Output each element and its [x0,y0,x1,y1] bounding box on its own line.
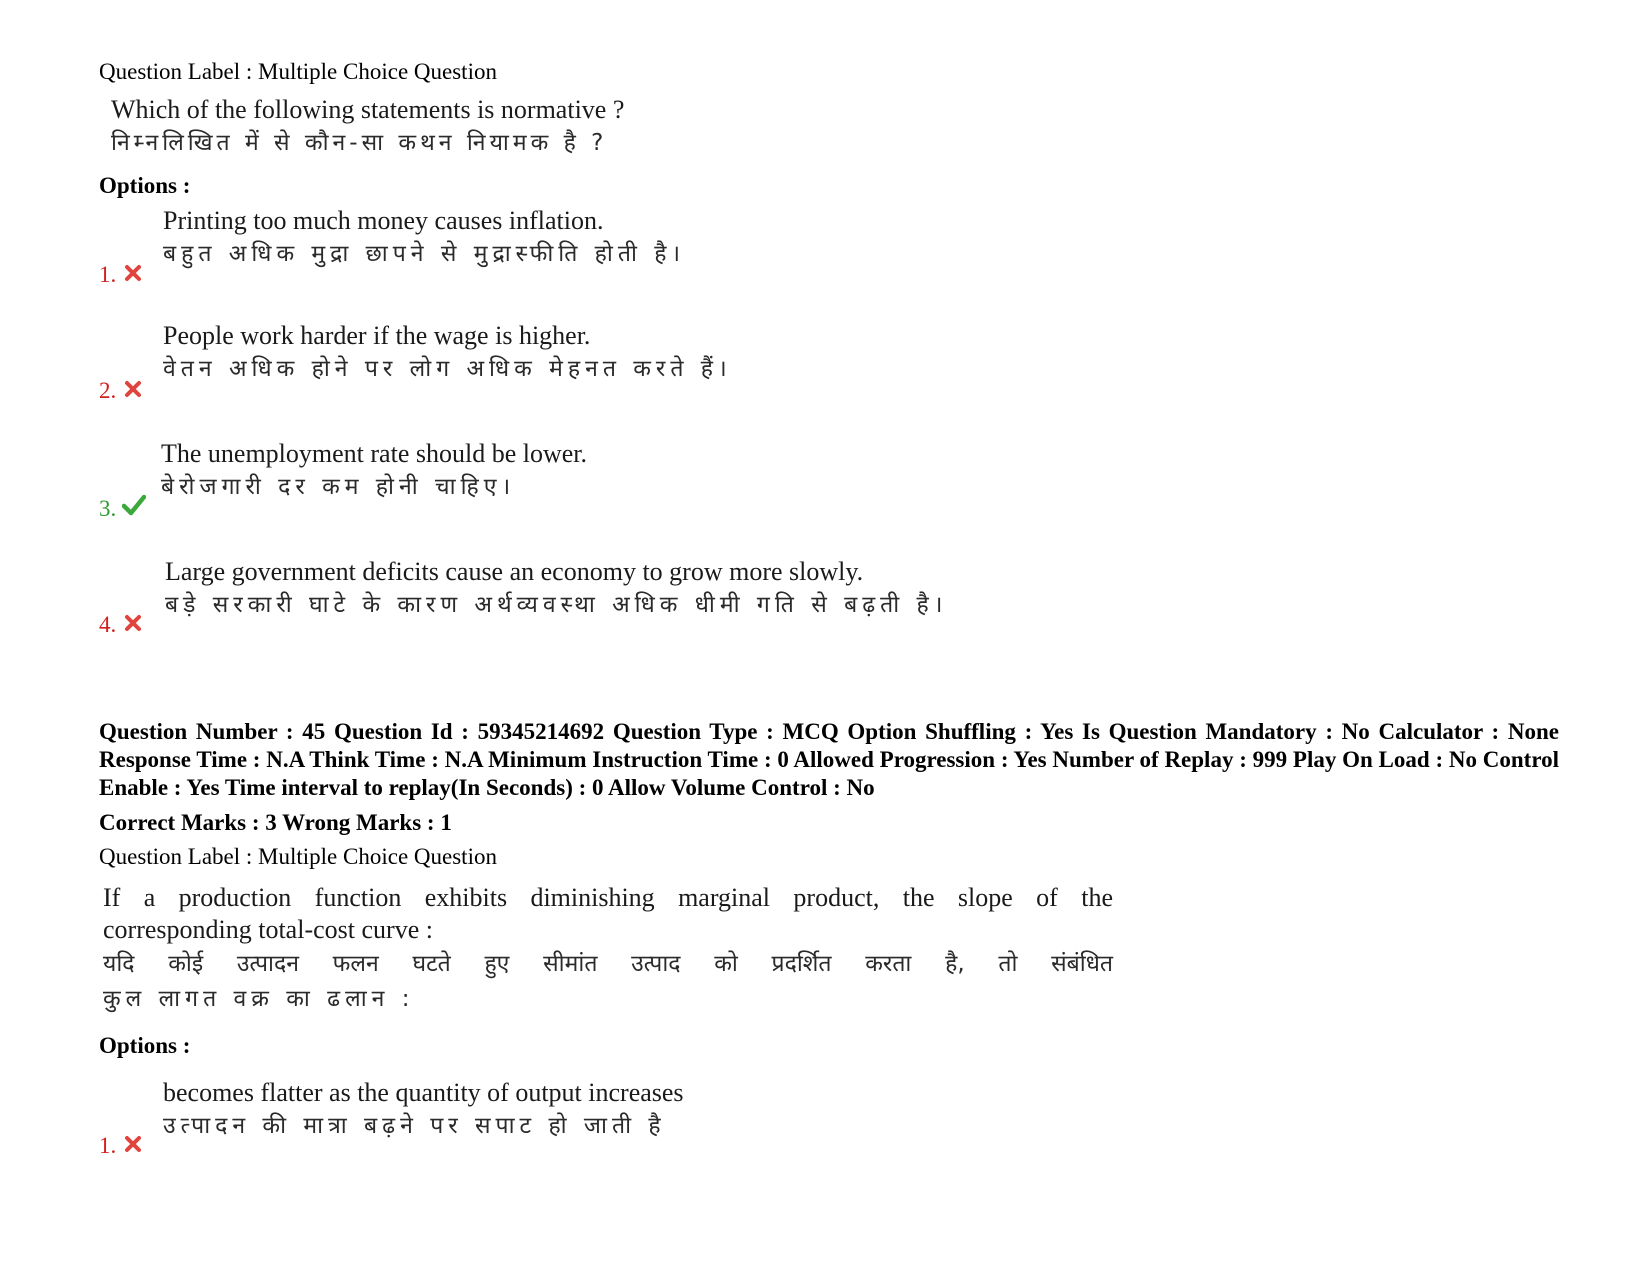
check-icon [122,494,146,516]
question-text-hindi-line-1: यदि कोई उत्पादन फलन घटते हुए सीमांत उत्पाद को प्रदर्शित करता है, तो संबंधित [103,951,1113,977]
cross-icon [124,1135,142,1153]
option-4-hindi: बड़े सरकारी घाटे के कारण अर्थव्यवस्था अधिक धीमी गति से बढ़ती है। [165,592,948,618]
question-meta: Question Number : 45 Question Id : 59345214692 Question Type : MCQ Option Shuffling : Yes Is Question Mandatory : No Calculator : None Response Time : N.A Think Time : N.A Minimum Instruction Time : 0 Allowed Progression : Yes Number of Replay : 999 Play On Load : No Control Enable : Yes Time interval to replay(In Seconds) : 0 Allow Volume Control : No [99,719,1559,800]
option-1-hindi: बहुत अधिक मुद्रा छापने से मुद्रास्फीति होती है। [163,241,686,267]
question-text-english-line-2: corresponding total-cost curve : [103,915,433,944]
cross-icon [124,264,142,282]
question-text-hindi-line-2: कुल लागत वक्र का ढलान : [103,986,415,1012]
option-3-hindi: बेरोजगारी दर कम होनी चाहिए। [161,474,516,500]
option-1-number: 1. [99,262,117,287]
option-2-english: People work harder if the wage is higher. [163,321,591,350]
cross-icon [124,614,142,632]
option-2-hindi: वेतन अधिक होने पर लोग अधिक मेहनत करते हैं। [163,356,732,382]
question-label: Question Label : Multiple Choice Question [99,59,497,84]
option-1-hindi: उत्पादन की मात्रा बढ़ने पर सपाट हो जाती है [163,1113,666,1139]
option-1-number: 1. [99,1133,117,1158]
option-4-english: Large government deficits cause an economy to grow more slowly. [165,557,864,586]
question-label: Question Label : Multiple Choice Question [99,844,497,869]
marks-line: Correct Marks : 3 Wrong Marks : 1 [99,810,452,835]
option-4-number: 4. [99,612,117,637]
cross-icon [124,380,142,398]
options-heading: Options : [99,173,191,198]
question-text [111,94,624,160]
question-text-english: Which of the following statements is normative ? [111,95,625,124]
option-1-english: Printing too much money causes inflation. [163,206,604,235]
option-2-text [163,320,732,386]
question-text-hindi: निम्नलिखित में से कौन-सा कथन नियामक है ? [111,130,608,156]
option-2-number: 2. [99,378,117,403]
option-3-text [161,438,587,504]
options-heading: Options : [99,1033,191,1058]
option-4-text [165,556,947,622]
option-1-english: becomes flatter as the quantity of output increases [163,1078,684,1107]
question-text-english-line-1: If a production function exhibits diminishing marginal product, the slope of the [103,883,1113,912]
option-1-text [163,1077,684,1143]
option-3-english: The unemployment rate should be lower. [161,439,588,468]
option-3-number: 3. [99,496,117,521]
option-1-text [163,205,685,271]
question-text [103,882,1113,1016]
